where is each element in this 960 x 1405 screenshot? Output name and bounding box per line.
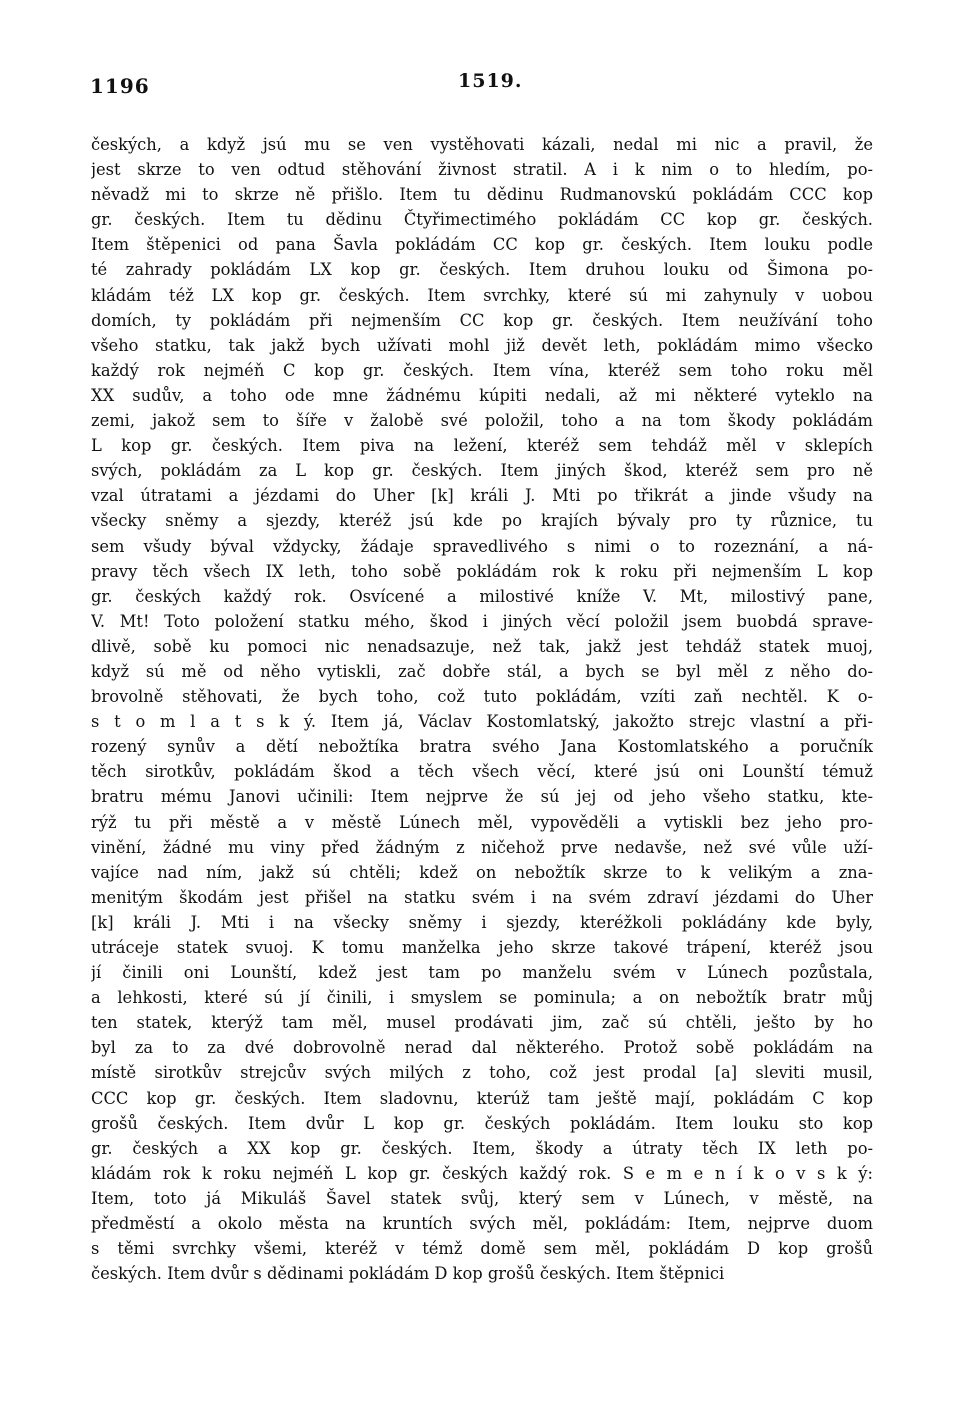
text-line: utráceje statek svuoj. K tomu manželka jeho skrze takové trápení, kteréž jsou (91, 938, 873, 957)
text-line: gr. českých každý rok. Osvícené a milostivé kníže V. Mt, milostivý pane, (91, 586, 873, 606)
text-line: [k] králi J. Mti i na všecky sněmy i sjezdy, kteréžkoli pokládány kde byly, (91, 912, 873, 932)
text-line: gr. českých. Item tu dědinu Čtyřimectimého pokládám CC kop gr. českých. (91, 210, 873, 230)
text-line: rozený synův a dětí nebožtíka bratra svého Jana Kostomlatského a poručník (91, 737, 873, 757)
text-line: místě sirotkův strejcův svých milých z toho, což jest prodal [a] sleviti musil, (91, 1063, 873, 1083)
text-line: těch sirotkův, pokládám škod a těch všech věcí, které jsú oni Lounští témuž (91, 762, 873, 782)
text-line: českých. Item dvůr s dědinami pokládám D kop grošů českých. Item štěpnici (91, 1264, 725, 1284)
text-line: grošů českých. Item dvůr L kop gr. českých pokládám. Item louku sto kop (91, 1113, 873, 1133)
text-line: všeho statku, tak jakž bych užívati mohl již devět leth, pokládám mimo všecko (91, 335, 873, 355)
text-line: Item, toto já Mikuláš Šavel statek svůj, který sem v Lúnech, v městě, na (91, 1188, 873, 1208)
text-line: domích, ty pokládám při nejmenším CC kop gr. českých. Item neužívání toho (91, 310, 873, 330)
text-line: bratru mému Janovi učinili: Item nejprve že sú jej od jeho všeho statku, kte- (91, 787, 873, 807)
text-line: předměstí a okolo města na kruntích svých měl, pokládám: Item, nejprve duom (91, 1214, 873, 1234)
text-line: dlivě, sobě ku pomoci nic nenadsazuje, než tak, jakž jest tehdáž statek muoj, (91, 636, 873, 656)
text-line: s t o m l a t s k ý. Item já, Václav Kostomlatský, jakožto strejc vlastní a při- (91, 712, 873, 732)
text-line: českých, a když jsú mu se ven vystěhovati kázali, nedal mi nic a pravil, že (91, 135, 873, 154)
text-line: každý rok nejméň C kop gr. českých. Item vína, kteréž sem toho roku měl (91, 360, 873, 380)
text-line: vzal útratami a jézdami do Uher [k] králi J. Mti po třikrát a jinde všudy na (91, 486, 873, 506)
text-line: rýž tu při městě a v městě Lúnech měl, vypověděli a vytiskli bez jeho pro- (91, 812, 873, 832)
text-line: a lehkosti, které sú jí činili, i smyslem se pominula; a on nebožtík bratr můj (91, 988, 873, 1008)
text-line: XX sudův, a toho ode mne žádnému kúpiti nedali, až mi některé vyteklo na (91, 385, 873, 405)
text-line: brovolně stěhovati, že bych toho, což tuto pokládám, vzíti zaň nechtěl. K o- (91, 687, 873, 707)
text-line: vajíce nad ním, jakž sú chtěli; kdež on nebožtík skrze to k velikým a zna- (91, 862, 873, 882)
text-line: kládám rok k roku nejméň L kop gr. českých každý rok. S e m e n í k o v s k ý: (91, 1163, 873, 1183)
text-line: gr. českých a XX kop gr. českých. Item, škody a útraty těch IX leth po- (91, 1138, 873, 1158)
text-line: kládám též LX kop gr. českých. Item svrchky, které sú mi zahynuly v uobou (91, 285, 873, 305)
body-text (91, 132, 873, 1286)
text-line: V. Mt! Toto položení statku mého, škod i jiných věcí položil jsem buobdá spravе- (91, 611, 873, 631)
text-line: něvadž mi to skrze ně přišlo. Item tu dědinu Rudmanovskú pokládám CCC kop (91, 185, 873, 205)
text-line: vinění, žádné mu viny před žádným z ničehož prve nedavše, než své vůle uží- (91, 837, 873, 857)
text-line: pravy těch všech IX leth, toho sobě pokládám rok k roku při nejmenším L kop (91, 561, 873, 581)
text-line: té zahrady pokládám LX kop gr. českých. Item druhou louku od Šimona po- (91, 260, 873, 280)
text-line: svých, pokládám za L kop gr. českých. Item jiných škod, kteréž sem pro ně (91, 461, 873, 481)
text-line: s těmi svrchky všemi, kteréž v témž domě sem měl, pokládám D kop grošů (91, 1239, 873, 1259)
text-line: sem všudy býval vždycky, žádaje spravedlivého s nimi o to rozeznání, a ná- (91, 536, 873, 556)
text-line: zemi, jakož sem to šíře v žalobě své položil, toho a na tom škody pokládám (91, 411, 873, 431)
running-head-year: 1519. (458, 70, 523, 92)
text-line: jí činili oni Lounští, kdež jest tam po manželu svém v Lúnech pozůstala, (91, 963, 873, 983)
text-line: jest skrze to ven odtud stěhování živnost stratil. A i k nim o to hledím, po- (91, 160, 873, 180)
text-line: L kop gr. českých. Item piva na ležení, kteréž sem tehdáž měl v sklepích (91, 436, 873, 456)
text-line: Item štěpenici od pana Šavla pokládám CC kop gr. českých. Item louku podle (91, 235, 873, 255)
page-number: 1196 (90, 74, 150, 98)
text-line: CCC kop gr. českých. Item sladovnu, kterúž tam ještě mají, pokládám C kop (91, 1088, 873, 1108)
text-line: ten statek, kterýž tam měl, musel prodávati jim, zač sú chtěli, ješto by ho (91, 1013, 873, 1033)
text-line: všecky sněmy a sjezdy, kteréž jsú kde po krajích bývaly pro ty různice, tu (91, 511, 873, 531)
text-line: byl za to za dvé dobrovolně nerad dal některého. Protož sobě pokládám na (91, 1038, 873, 1058)
text-line: když sú mě od něho vytiskli, zač dobře stál, a bych se byl měl z něho do- (91, 661, 873, 681)
text-line: menitým škodám jest přišel na statku svém i na svém zdraví jézdami do Uher (91, 887, 873, 907)
